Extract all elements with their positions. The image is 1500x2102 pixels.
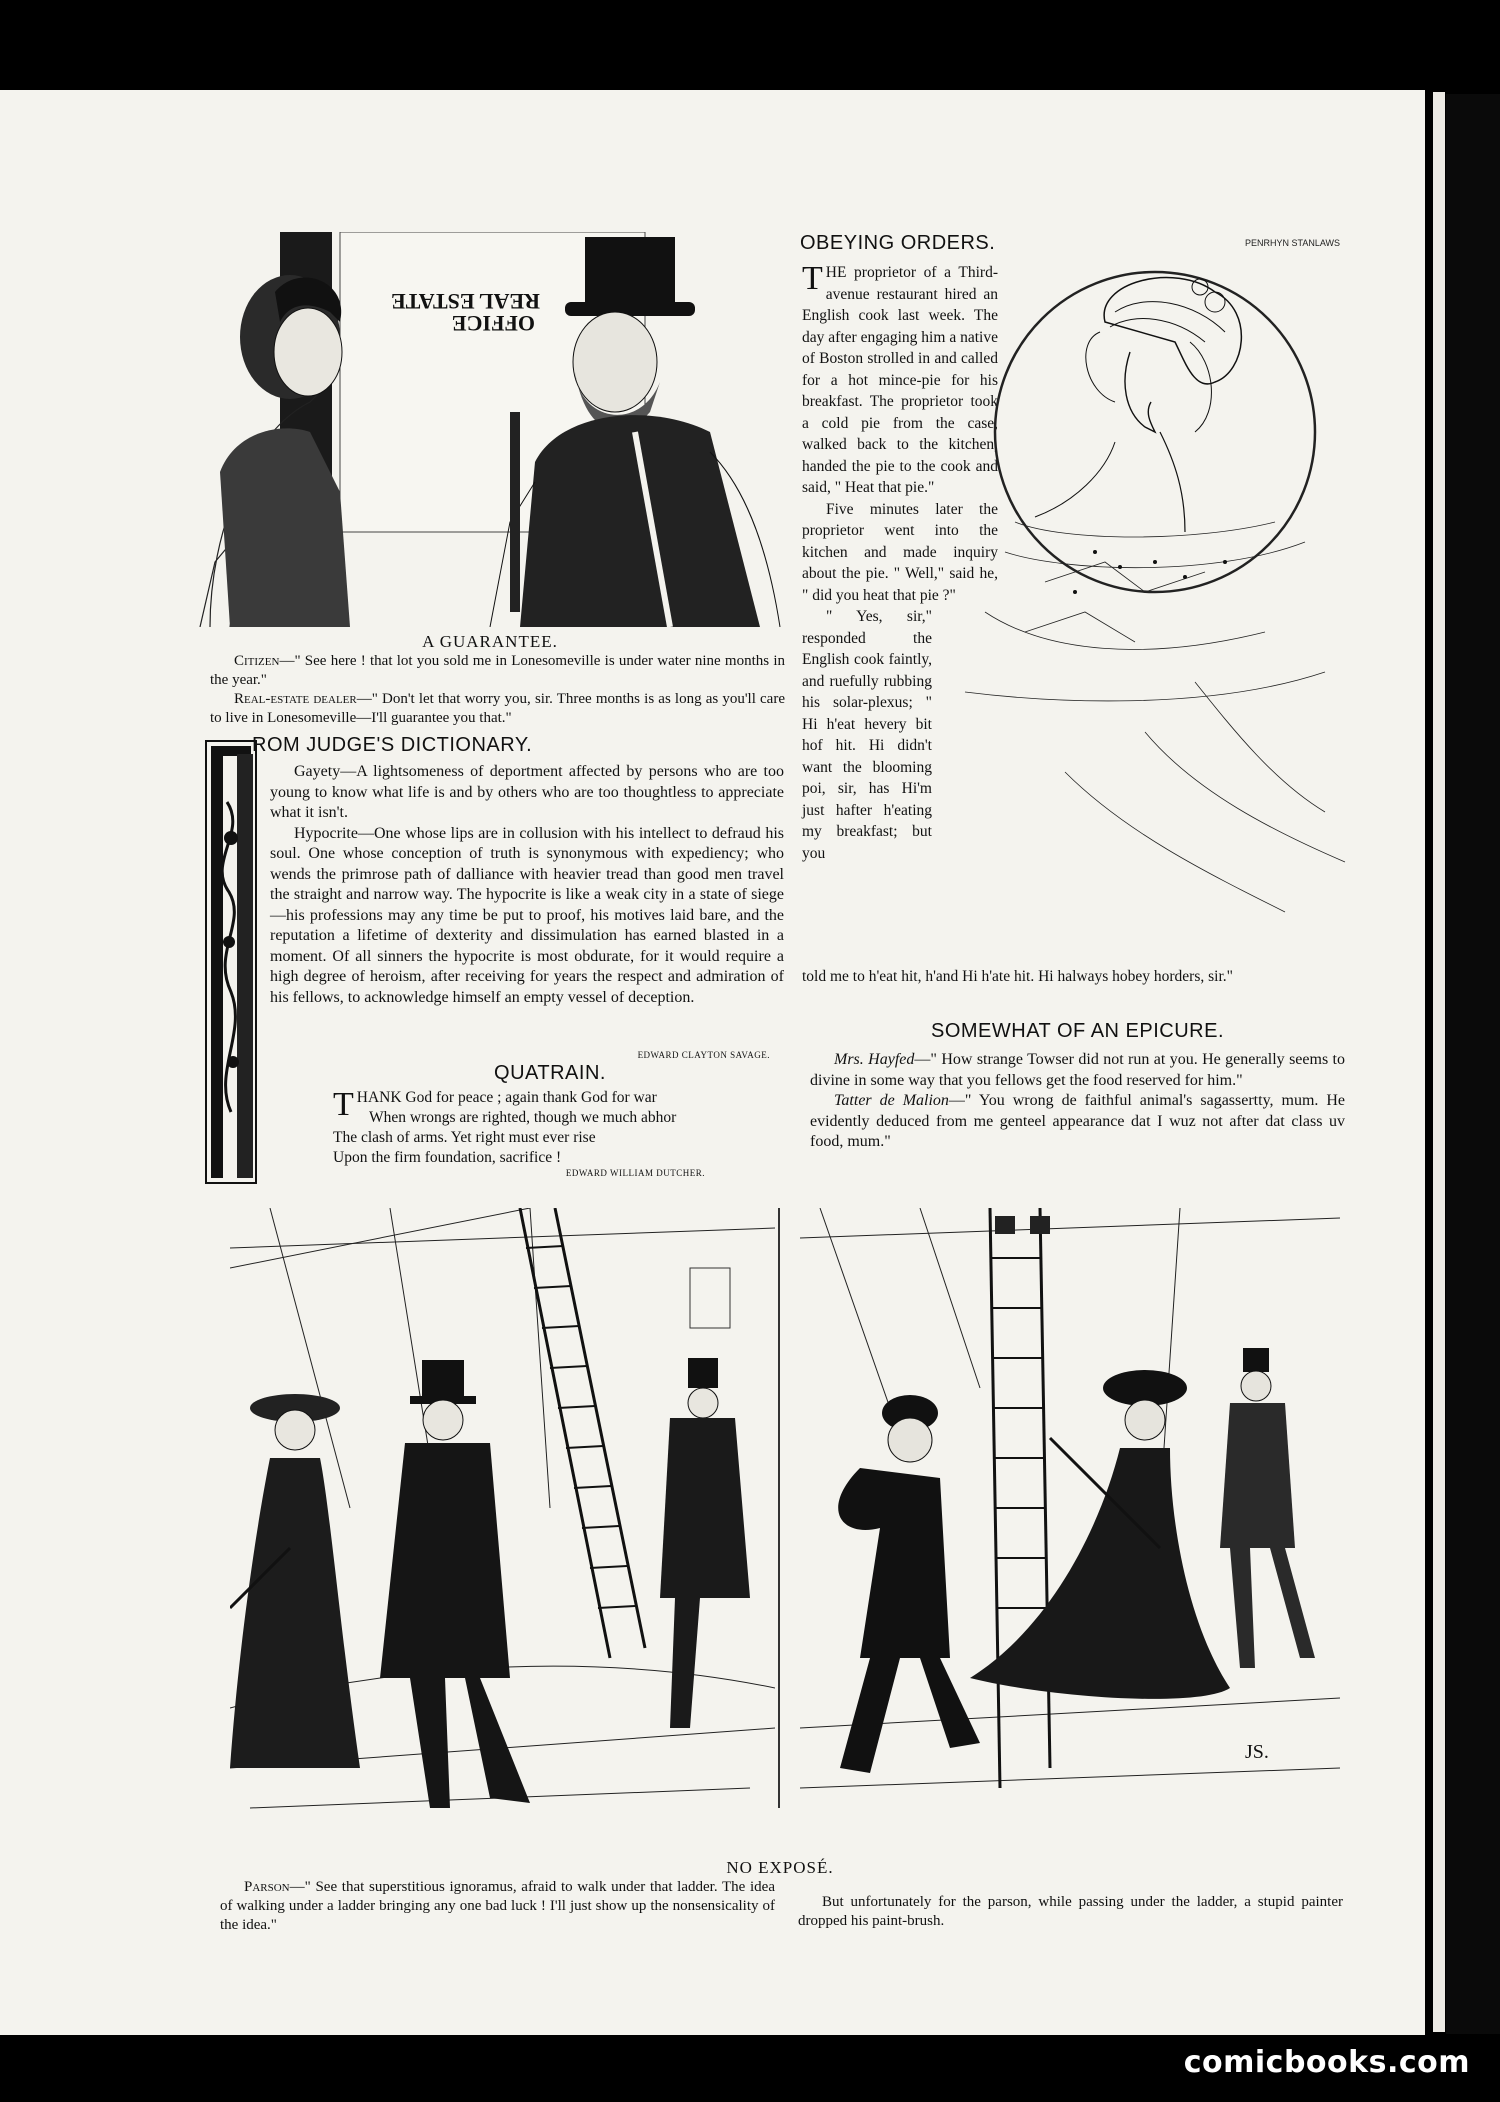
dictionary-heading: ROM JUDGE'S DICTIONARY. <box>252 734 533 756</box>
next-page-edge <box>1446 94 1500 2034</box>
quatrain-line-2: When wrongs are righted, though we much abhor <box>369 1109 677 1126</box>
epicure-heading: SOMEWHAT OF AN EPICURE. <box>930 1020 1224 1042</box>
sign-text-lower: OFFICE <box>451 311 535 336</box>
quatrain-line-4: Upon the firm foundation, sacrifice ! <box>333 1149 562 1166</box>
quatrain-heading: QUATRAIN. <box>494 1062 606 1084</box>
page-spine <box>1433 92 1445 2032</box>
quatrain-initial: T <box>333 1086 354 1123</box>
obeying-p2: Five minutes later the proprietor went into the kitchen and made inquiry about the pie. " Well," said he, " did you heat that pie ?" <box>802 500 998 604</box>
expose-panel-left-drawing <box>230 1208 775 1838</box>
guarantee-drawing <box>190 232 790 627</box>
expose-right-caption <box>798 1893 1343 1931</box>
expose-title: NO EXPOSÉ. <box>726 1858 834 1877</box>
guarantee-line-1: —" See here ! that lot you sold me in Lonesomeville is under water nine months in the year." <box>210 653 785 688</box>
expose-speaker: Parson <box>244 1879 290 1895</box>
artist-signature: PENRHYN STANLAWS <box>1245 238 1341 248</box>
obeying-initial: T <box>802 260 823 297</box>
obeying-p4: told me to h'eat hit, h'and Hi h'ate hit. Hi halways hobey horders, sir." <box>802 968 1233 985</box>
quatrain-poem <box>333 1088 743 1168</box>
expose-left-text: —" See that superstitious ignoramus, afraid to walk under that ladder. The idea of walking under a ladder bringing any one bad luck ! I'll just show up the nonsensicality of the idea." <box>220 1879 775 1933</box>
lady-portrait-drawing <box>945 232 1350 932</box>
quatrain-line-1: HANK God for peace ; again thank God for war <box>356 1089 657 1106</box>
guarantee-illustration <box>190 232 790 627</box>
ornamental-initial-f-drawing <box>207 742 255 1182</box>
quatrain-author: EDWARD WILLIAM DUTCHER. <box>565 1168 705 1178</box>
guarantee-dialogue <box>210 652 785 728</box>
ornamental-initial-f <box>205 740 257 1184</box>
dictionary-author: EDWARD CLAYTON SAVAGE. <box>637 1050 770 1060</box>
epicure-speaker-2: Tatter de Malion <box>834 1092 949 1109</box>
expose-left-caption <box>220 1878 775 1935</box>
dictionary-gayety: Gayety—A lightsomeness of deportment affected by persons who are too young to know what life is and by others who are too thoughtless to appreciate what it isn't. <box>270 763 784 821</box>
expose-right-text: But unfortunately for the parson, while passing under the ladder, a stupid painter dropped his paint-brush. <box>798 1894 1343 1929</box>
guarantee-line-2: —" Don't let that worry you, sir. Three months is as long as you'll care to live in Lonesomeville—I'll guarantee you that." <box>210 691 785 726</box>
watermark: comicbooks.com <box>1183 2045 1470 2080</box>
expose-panel-right-drawing <box>800 1208 1340 1838</box>
dictionary-hypocrite: Hypocrite—One whose lips are in collusion with his intellect to defraud his soul. One whose conception of truth is synonymous with expediency; who wends the primrose path of dalliance with heavier tread than good men travel the straight and narrow way. The hypocrite is like a weak city in a state of siege—his professions may any time be put to proof, his motives laid bare, and the reputation a lifetime of dexterity and dissimulation has earned blasted in a moment. Of all sinners the hypocrite is most obdurate, for it would require a high degree of heroism, after receiving for years the respect and admiration of his fellows, to acknowledge himself an empty vessel of deception. <box>270 824 784 1006</box>
dictionary-body <box>270 762 784 1008</box>
panel-divider <box>778 1208 780 1808</box>
obeying-p1: HE proprietor of a Third-avenue restaurant hired an English cook last week. The day after engaging him a native of Boston strolled in and called for a hot mince-pie for his breakfast. The proprietor took a cold pie from the case, walked back to the kitchen, handed the pie to the cook and said, " Heat that pie." <box>802 264 998 496</box>
quatrain-line-3: The clash of arms. Yet right must ever rise <box>333 1129 596 1146</box>
artist-monogram: JS. <box>1245 1741 1269 1763</box>
epicure-body <box>810 1050 1345 1153</box>
sign-text-upper: REAL ESTATE <box>391 289 540 314</box>
epicure-speaker-1: Mrs. Hayfed <box>834 1051 915 1068</box>
guarantee-speaker-2: Real-estate dealer <box>234 691 357 707</box>
guarantee-speaker-1: Citizen <box>234 653 280 669</box>
guarantee-title: A GUARANTEE. <box>422 632 558 651</box>
expose-panel-right <box>800 1208 1340 1838</box>
obeying-p3: " Yes, sir," responded the English cook faintly, and ruefully rubbing his solar-plexus; " Hi h'eat hevery bit hof hit. Hi didn't want the blooming poi, sir, has Hi'm just hafter h'eating my breakfast; but you <box>802 608 932 862</box>
epicure-line-1: —" How strange Towser did not run at you. He generally seems to divine in some way that you fellows get the food reserved for him." <box>810 1051 1346 1089</box>
expose-panel-left <box>230 1208 775 1838</box>
lady-portrait-illustration <box>945 232 1350 932</box>
obeying-heading: OBEYING ORDERS. <box>800 232 996 254</box>
epicure-line-2: —" You wrong de faithful animal's sagassertty, mum. He evidently deduced from me genteel appearance dat I wuz not after dat class uv food, mum." <box>810 1092 1346 1150</box>
